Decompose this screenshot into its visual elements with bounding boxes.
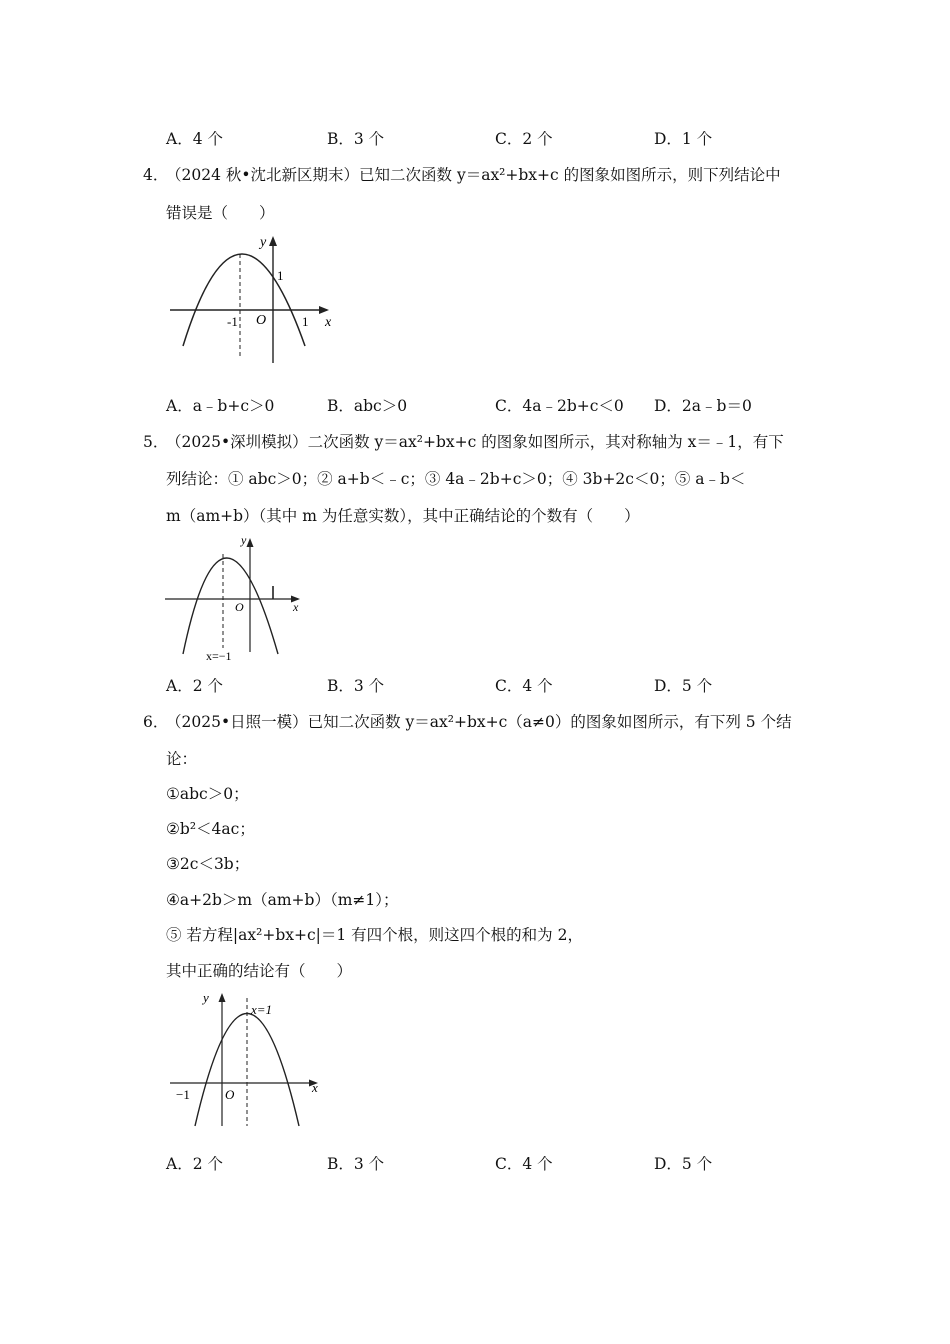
q6-stem-line2: 论： bbox=[166, 750, 198, 768]
q6-stem-line3: 其中正确的结论有（ ） bbox=[166, 962, 353, 980]
q5-stem-line1: （2025•深圳模拟）二次函数 y＝ax²+bx+c 的图象如图所示，其对称轴为 x＝﹣1，有下 bbox=[166, 433, 784, 451]
q6-axis-label: x=1 bbox=[251, 1002, 273, 1017]
q6-stem-line1: （2025•日照一模）已知二次函数 y＝ax²+bx+c（a≠0）的图象如图所示，有下列 5 个结 bbox=[166, 713, 792, 731]
q4-option-a[interactable]: A．a﹣b+c＞0 bbox=[166, 397, 275, 415]
q4-origin-label: O bbox=[256, 313, 267, 328]
q4-y1-label: 1 bbox=[277, 268, 284, 283]
q6-x-label: x bbox=[312, 1080, 318, 1095]
q4-x-arrow-icon bbox=[319, 306, 329, 314]
q4-y-arrow-icon bbox=[269, 236, 277, 246]
q5-y-arrow-icon bbox=[247, 538, 254, 547]
q6-conclusion-1: ①abc＞0； bbox=[166, 785, 249, 803]
q4-parabola-curve bbox=[183, 254, 305, 346]
q5-stem-line2: 列结论：① abc＞0；② a+b＜﹣c；③ 4a﹣2b+c＞0；④ 3b+2c＜0；⑤ a﹣b＜ bbox=[166, 470, 746, 488]
q4-stem-line2: 错误是（ ） bbox=[166, 204, 275, 222]
q6-option-c[interactable]: C．4 个 bbox=[495, 1155, 553, 1173]
q6-option-a[interactable]: A．2 个 bbox=[166, 1155, 223, 1173]
q5-parabola-curve bbox=[183, 558, 278, 654]
q4-parabola-figure bbox=[165, 228, 345, 368]
q5-option-a[interactable]: A．2 个 bbox=[166, 677, 223, 695]
q4-option-b[interactable]: B．abc＞0 bbox=[327, 397, 408, 415]
q3-option-b[interactable]: B．3 个 bbox=[327, 130, 385, 148]
q6-neg1-label: −1 bbox=[176, 1087, 190, 1102]
q5-y-label: y bbox=[241, 533, 247, 547]
q5-origin-label: O bbox=[235, 600, 244, 614]
q6-option-d[interactable]: D．5 个 bbox=[654, 1155, 713, 1173]
q4-option-c[interactable]: C．4a﹣2b+c＜0 bbox=[495, 397, 624, 415]
q6-conclusion-5: ⑤ 若方程|ax²+bx+c|＝1 有四个根，则这四个根的和为 2， bbox=[166, 926, 583, 944]
q6-option-b[interactable]: B．3 个 bbox=[327, 1155, 385, 1173]
q4-number: 4． bbox=[143, 166, 169, 184]
q6-parabola-figure bbox=[165, 986, 330, 1131]
q5-parabola-figure bbox=[163, 532, 313, 664]
q6-origin-label: O bbox=[225, 1087, 235, 1102]
q5-option-b[interactable]: B．3 个 bbox=[327, 677, 385, 695]
q4-x-label: x bbox=[325, 315, 332, 330]
q4-neg1-label: -1 bbox=[227, 314, 238, 329]
q6-number: 6． bbox=[143, 713, 169, 731]
q4-y-label: y bbox=[260, 235, 267, 250]
q3-option-c[interactable]: C．2 个 bbox=[495, 130, 553, 148]
q5-x-label: x bbox=[293, 600, 299, 614]
q4-option-d[interactable]: D．2a﹣b＝0 bbox=[654, 397, 752, 415]
q4-x1-label: 1 bbox=[302, 314, 309, 329]
q6-conclusion-4: ④a+2b＞m（am+b）（m≠1）； bbox=[166, 891, 399, 909]
q5-option-c[interactable]: C．4 个 bbox=[495, 677, 553, 695]
q6-y-label: y bbox=[203, 990, 209, 1005]
q6-conclusion-2: ②b²＜4ac； bbox=[166, 820, 255, 838]
q5-option-d[interactable]: D．5 个 bbox=[654, 677, 713, 695]
q3-option-a[interactable]: A．4 个 bbox=[166, 130, 223, 148]
q3-option-d[interactable]: D．1 个 bbox=[654, 130, 713, 148]
q5-number: 5． bbox=[143, 433, 169, 451]
q4-stem-line1: （2024 秋•沈北新区期末）已知二次函数 y＝ax²+bx+c 的图象如图所示，则下列结论中 bbox=[166, 166, 781, 184]
q5-axis-label: x=−1 bbox=[206, 649, 232, 663]
q6-conclusion-3: ③2c＜3b； bbox=[166, 855, 250, 873]
q5-stem-line3: m（am+b）（其中 m 为任意实数），其中正确结论的个数有（ ） bbox=[166, 507, 640, 525]
q6-y-arrow-icon bbox=[219, 993, 226, 1002]
